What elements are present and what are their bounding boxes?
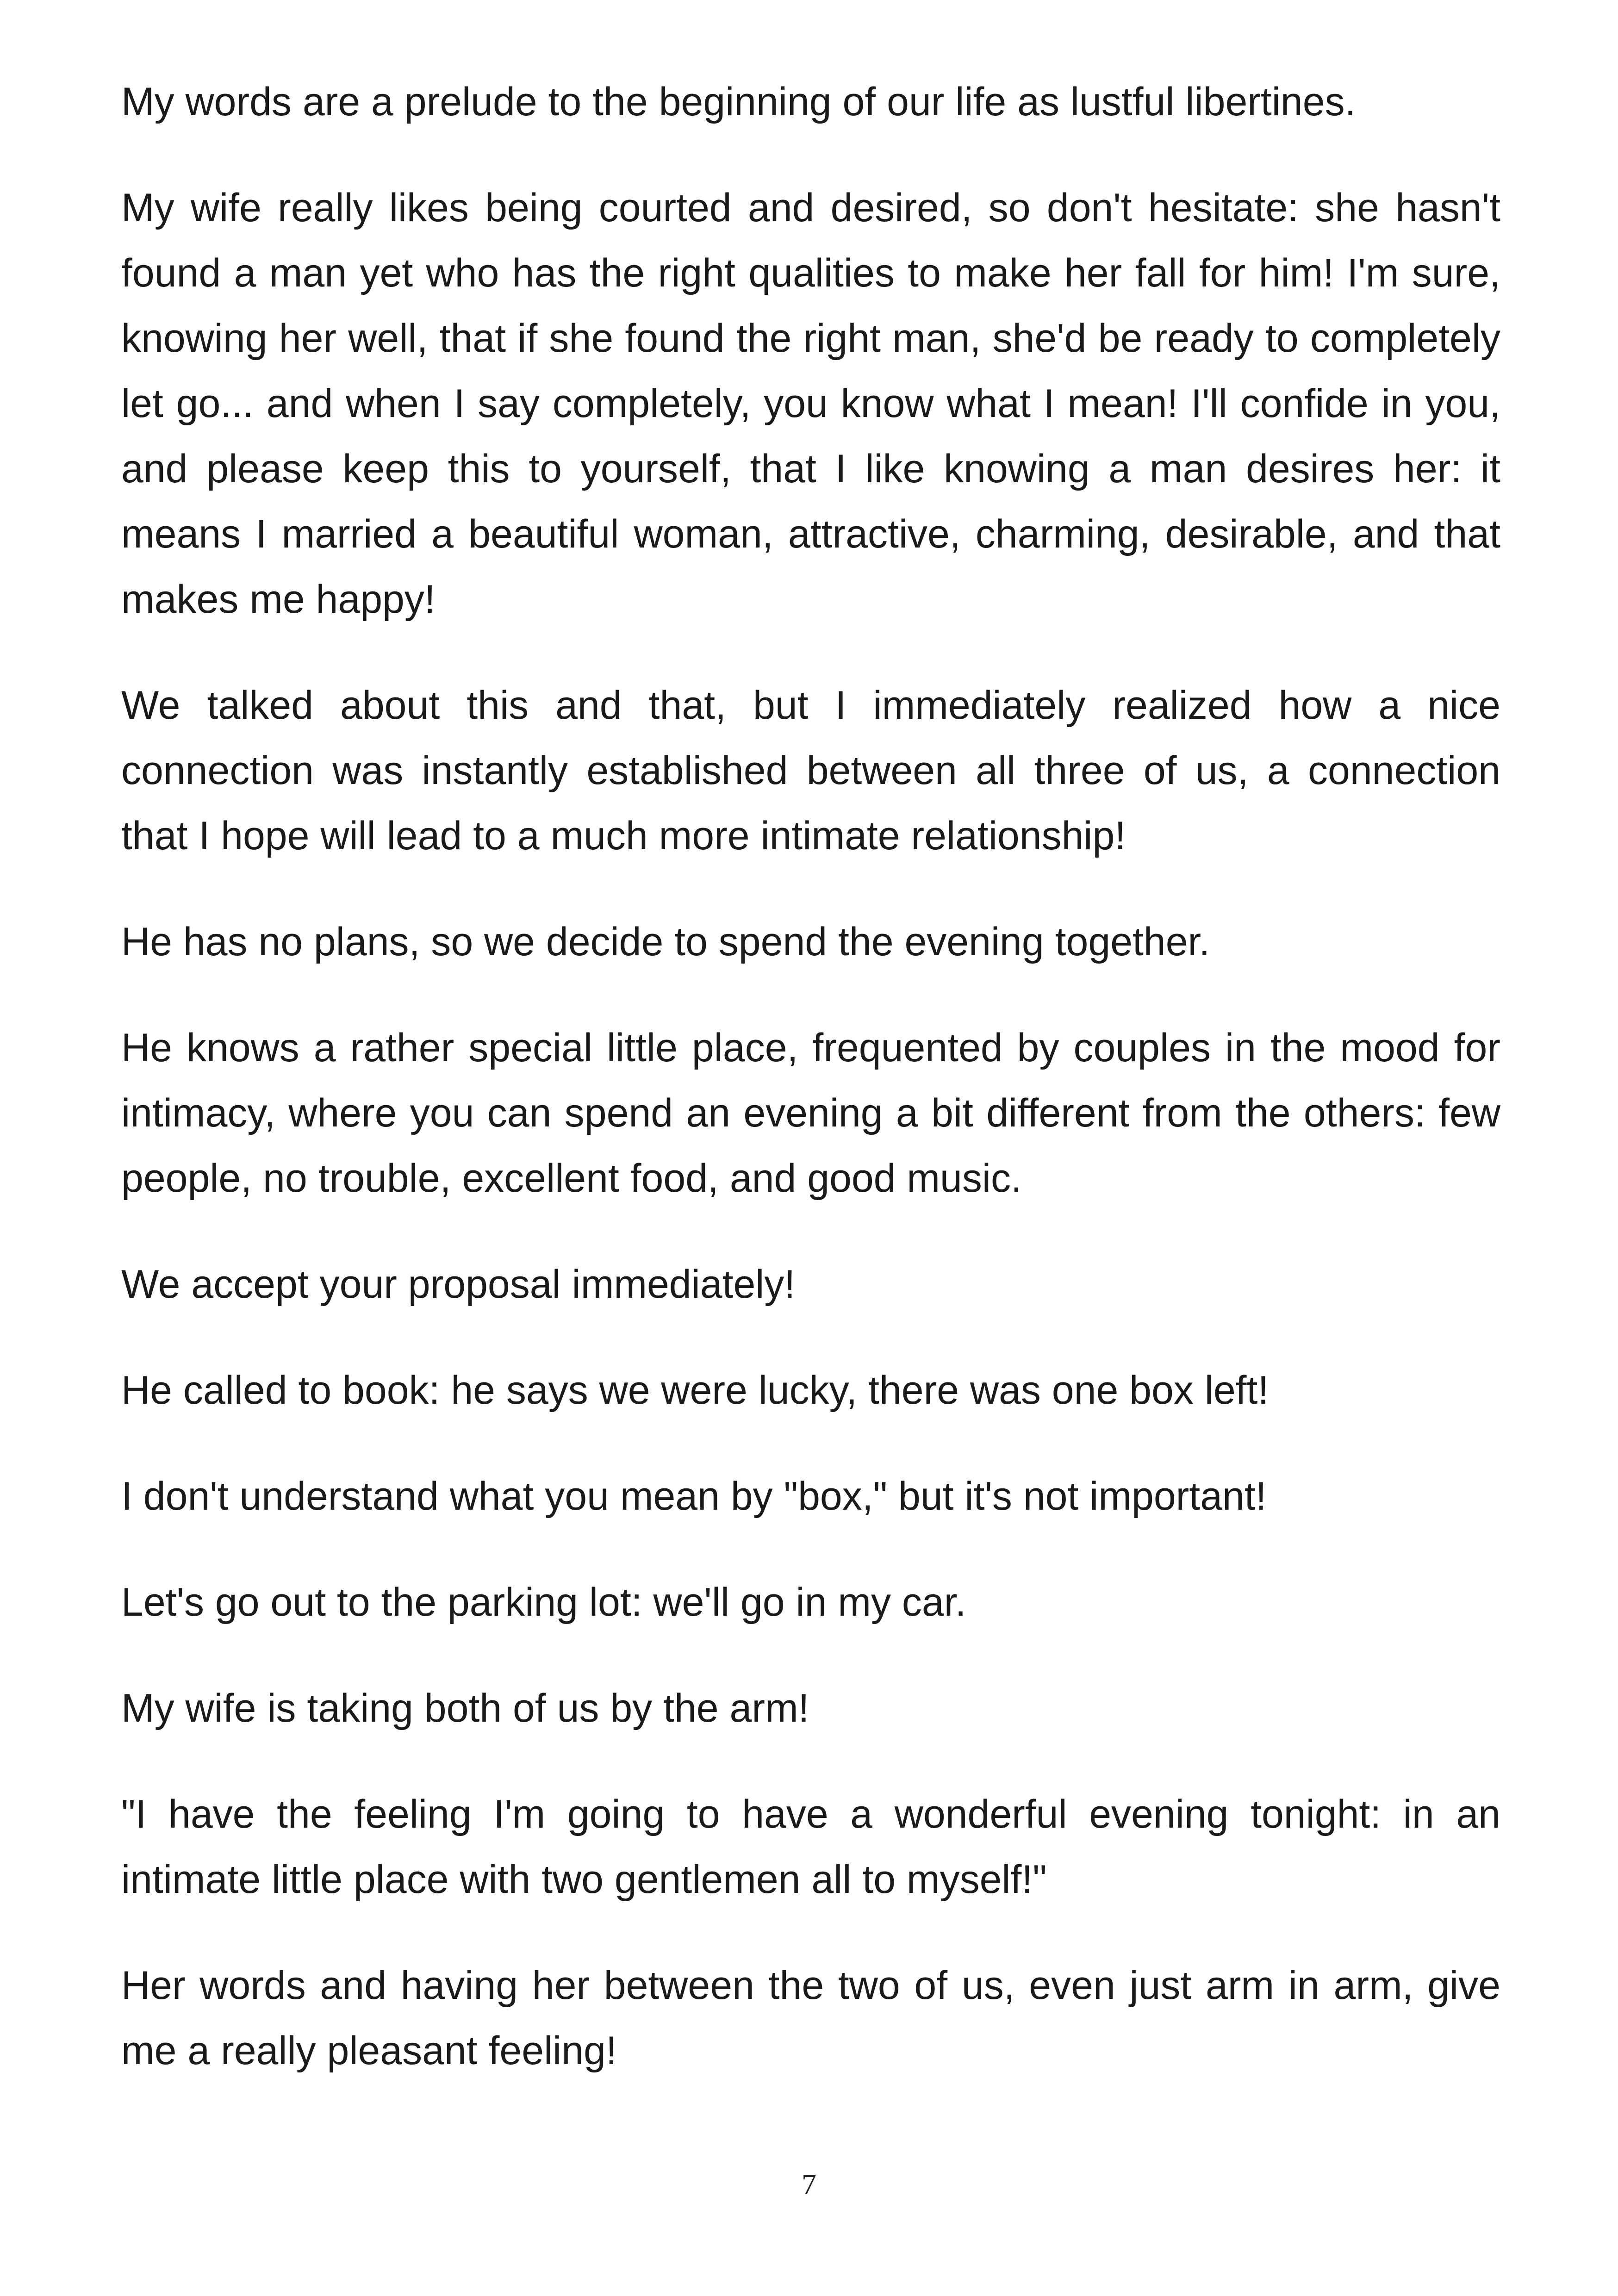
- paragraph-9: Let's go out to the parking lot: we'll go in my car.: [121, 1580, 966, 1624]
- paragraph-7: He called to book: he says we were lucky, there was one box left!: [121, 1368, 1269, 1412]
- paragraph-3: We talked about this and that, but I immediately realized how a nice connection was instantly established between all three of us, a connection that I hope will lead to a much more intimate relationship!: [121, 683, 1500, 858]
- page-body: [121, 69, 1500, 2124]
- paragraph-4: He has no plans, so we decide to spend the evening together.: [121, 920, 1210, 964]
- paragraph-12: Her words and having her between the two of us, even just arm in arm, give me a really pleasant feeling!: [121, 1963, 1500, 2073]
- paragraph-5: He knows a rather special little place, frequented by couples in the mood for intimacy, where you can spend an evening a bit different from the others: few people, no trouble, excellent food, and good music.: [121, 1026, 1500, 1201]
- page-number: 7: [802, 2168, 816, 2201]
- paragraph-11: "I have the feeling I'm going to have a wonderful evening tonight: in an intimate little place with two gentlemen all to myself!": [121, 1792, 1500, 1902]
- paragraph-1: My words are a prelude to the beginning of our life as lustful libertines.: [121, 80, 1356, 124]
- paragraph-10: My wife is taking both of us by the arm!: [121, 1686, 809, 1730]
- paragraph-2: My wife really likes being courted and desired, so don't hesitate: she hasn't found a man yet who has the right qualities to make her fall for him! I'm sure, knowing her well, that if she found the right man, she'd be ready to completely let go... and when I say completely, you know what I mean! I'll confide in you, and please keep this to yourself, that I like knowing a man desires her: it means I married a beautiful woman, attractive, charming, desirable, and that makes me happy!: [121, 186, 1500, 622]
- paragraph-6: We accept your proposal immediately!: [121, 1262, 796, 1307]
- paragraph-8: I don't understand what you mean by "box," but it's not important!: [121, 1474, 1267, 1518]
